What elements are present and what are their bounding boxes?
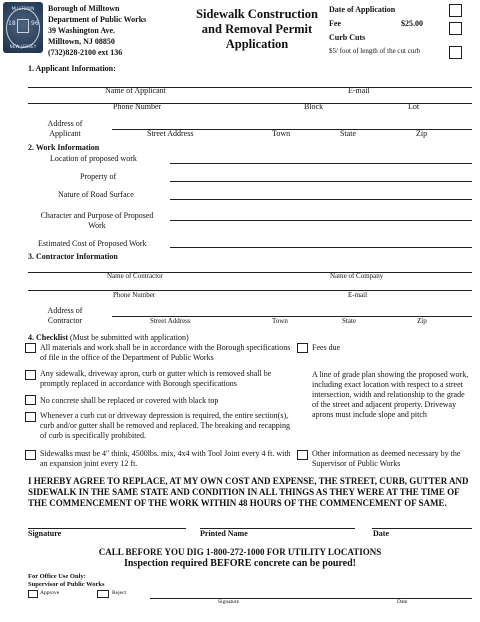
call-before-dig-notice: CALL BEFORE YOU DIG 1-800-272-1000 FOR UTILITY LOCATIONS xyxy=(98,547,382,557)
work-character-line[interactable] xyxy=(170,220,472,221)
other-info-text: Other information as deemed necessary by the Supervisor of Public Works xyxy=(312,449,461,468)
seal-top-text: MILLTOWN xyxy=(11,6,35,11)
applicant-town-label: Town xyxy=(272,129,291,138)
applicant-phone-line[interactable] xyxy=(28,103,472,104)
work-character-label: Character and Purpose of Proposed Work xyxy=(40,211,154,230)
reject-label: Reject xyxy=(112,590,127,596)
office-use-label: For Office Use Only: xyxy=(28,573,86,580)
contractor-email-label: E-mail xyxy=(348,291,368,299)
signature-label: Signature xyxy=(28,529,62,538)
checklist-item-3: No concrete shall be replaced or covered with black top xyxy=(40,396,219,405)
org-street: 39 Washington Ave. xyxy=(48,26,116,35)
office-signature-line[interactable] xyxy=(150,598,472,599)
checklist-checkbox-3[interactable] xyxy=(25,395,36,405)
checklist-checkbox-4[interactable] xyxy=(25,412,36,422)
contractor-name-line[interactable] xyxy=(28,272,472,273)
applicant-street-label: Street Address xyxy=(147,129,194,138)
approve-label: Approve xyxy=(40,590,60,596)
checklist-heading-note: (Must be submitted with application) xyxy=(68,333,189,342)
other-info-checkbox[interactable] xyxy=(297,450,308,460)
org-city: Milltown, NJ 08850 xyxy=(48,37,115,46)
date-of-application-label: Date of Application xyxy=(329,5,396,14)
applicant-heading: 1. Applicant Information: xyxy=(28,64,116,73)
checklist-checkbox-5[interactable] xyxy=(25,450,36,460)
curb-cuts-rate: $5/ foot of length of the cut curb xyxy=(329,47,421,55)
work-location-label: Location of proposed work xyxy=(50,154,137,163)
work-cost-label: Estimated Cost of Proposed Work xyxy=(38,239,147,248)
contractor-heading: 3. Contractor Information xyxy=(28,252,118,261)
org-department: Department of Public Works xyxy=(48,15,147,24)
work-property-line[interactable] xyxy=(170,181,472,182)
applicant-state-label: State xyxy=(340,129,356,138)
fee-label: Fee xyxy=(329,19,341,28)
contractor-zip-label: Zip xyxy=(417,317,427,325)
applicant-block-label: Block xyxy=(304,102,324,111)
contractor-company-label: Name of Company xyxy=(330,272,384,280)
agreement-text: I HEREBY AGREE TO REPLACE, AT MY OWN COST AND EXPENSE, THE STREET, CURB, GUTTER AND SIDEWALK IN THE SAME STATE AND CONDITION IN ALL THINGS AS THEY WERE AT THE TIME OF THE COMMENCEMENT OF THE WORK WITHIN 48 HOURS OF THE COMMENCEMENT OF SAME. xyxy=(28,476,469,508)
applicant-lot-label: Lot xyxy=(408,102,420,111)
checklist-item-2: Any sidewalk, driveway apron, curb or gutter which is removed shall be promptly replaced in accordance with Borough specifications xyxy=(40,369,272,388)
contractor-phone-line[interactable] xyxy=(28,290,472,291)
contractor-name-label: Name of Contractor xyxy=(107,272,163,280)
curb-cuts-box[interactable] xyxy=(449,46,462,59)
contractor-state-label: State xyxy=(342,317,356,325)
checklist-heading xyxy=(28,333,189,342)
form-title: Sidewalk Construction and Removal Permit Application xyxy=(196,7,318,51)
checklist-heading-title: 4. Checklist xyxy=(28,333,68,342)
date-label: Date xyxy=(373,529,389,538)
fees-due-checkbox[interactable] xyxy=(297,343,308,353)
grade-plan-text: A line of grade plan showing the proposed work, including exact location with respect to a street intersection, width and relationship to the grade of the street and adjacent property. Driveway aprons must include slope and pitch xyxy=(312,370,469,419)
date-of-application-box[interactable] xyxy=(449,4,462,17)
office-supervisor-label: Supervisor of Public Works xyxy=(28,581,105,588)
curb-cuts-label: Curb Cuts xyxy=(329,33,366,42)
inspection-notice: Inspection required BEFORE concrete can be poured! xyxy=(123,558,357,569)
office-signature-label: Signature xyxy=(218,599,240,605)
applicant-name-label: Name of Applicant xyxy=(105,86,166,95)
fees-due-label: Fees due xyxy=(312,343,341,352)
reject-checkbox[interactable] xyxy=(97,590,109,598)
applicant-address-label: Address of Applicant xyxy=(47,119,83,138)
checklist-checkbox-2[interactable] xyxy=(25,370,36,380)
fee-value: $25.00 xyxy=(401,19,423,28)
applicant-phone-label: Phone Number xyxy=(113,102,162,111)
work-property-label: Property of xyxy=(80,172,117,181)
approve-checkbox[interactable] xyxy=(28,590,38,598)
checklist-checkbox-1[interactable] xyxy=(25,343,36,353)
office-date-label: Date xyxy=(397,599,408,605)
contractor-phone-label: Phone Number xyxy=(113,291,156,299)
printed-name-label: Printed Name xyxy=(200,529,248,538)
checklist-item-1: All materials and work shall be in accordance with the Borough specifications of file in the office of the Department of Public Works xyxy=(40,343,291,362)
checklist-item-5: Sidewalks must be 4" think, 4500lbs. mix, 4x4 with Tool Joint every 4 ft. with an expansion joint every 12 ft. xyxy=(40,449,291,468)
work-road-line[interactable] xyxy=(170,199,472,200)
seal-bottom-text: NEW JERSEY xyxy=(9,44,37,49)
applicant-email-label: E-mail xyxy=(348,86,370,95)
applicant-name-line[interactable] xyxy=(28,87,472,88)
org-phone: (732)828-2100 ext 136 xyxy=(48,48,123,57)
seal-year-left: 18 xyxy=(8,20,16,27)
contractor-address-label: Address of Contractor xyxy=(47,306,83,325)
fee-box[interactable] xyxy=(449,22,462,35)
borough-seal xyxy=(3,2,43,53)
applicant-zip-label: Zip xyxy=(416,129,428,138)
org-name: Borough of Milltown xyxy=(48,4,120,13)
work-road-label: Nature of Road Surface xyxy=(58,190,134,199)
work-location-line[interactable] xyxy=(170,163,472,164)
contractor-town-label: Town xyxy=(272,317,288,325)
seal-year-right: 96 xyxy=(31,20,39,27)
contractor-street-label: Street Address xyxy=(150,317,191,325)
work-cost-line[interactable] xyxy=(170,247,472,248)
seal-emblem xyxy=(17,19,29,33)
org-address xyxy=(48,3,146,58)
work-heading: 2. Work Information xyxy=(28,143,100,152)
checklist-item-4: Whenever a curb cut or driveway depression is required, the entire section(s), curb and/or gutter shall be removed and replaced. The breaking and recapping of curb is specifically prohibited. xyxy=(40,411,290,440)
